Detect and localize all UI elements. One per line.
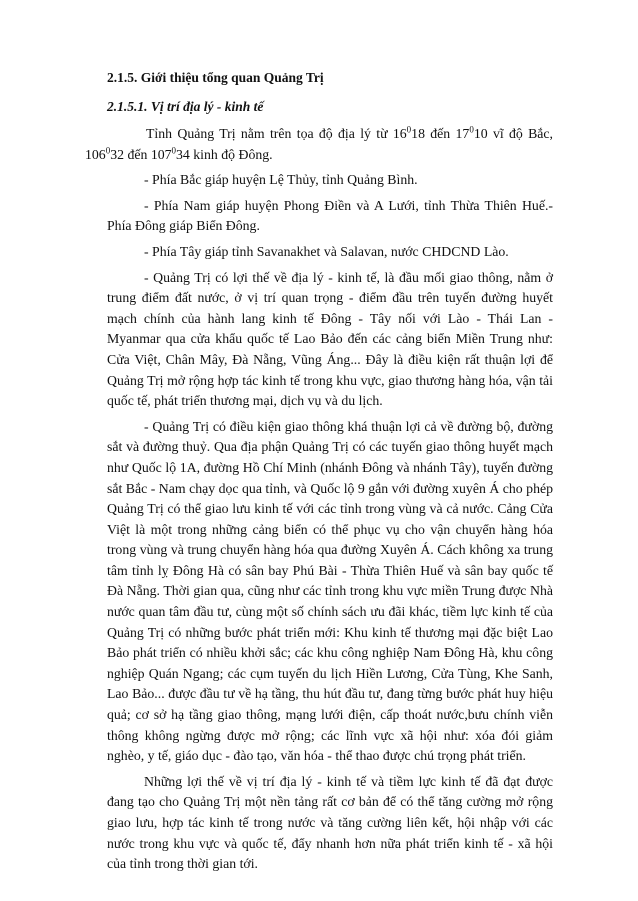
degree-sup: 0 [469,124,474,135]
degree-sup: 0 [171,145,177,155]
border-west: - Phía Tây giáp tỉnh Savanakhet và Salavan, nước CHDCND Lào. [144,243,509,259]
border-north: - Phía Bắc giáp huyện Lệ Thủy, tỉnh Quảng Bình. [144,172,418,188]
advantage-paragraph: - Quảng Trị có lợi thế về địa lý - kinh tế, là đầu mối giao thông, nằm ở trung điểm đất nước, ở vị trí quan trọng - điểm đầu trên tuyến đường huyết mạch chính của hành lang kinh tế Đông - Tây nối với Lào - Thái Lan - Myanmar qua cửa khẩu quốc tế Lao Bảo đến các cảng biển Miền Trung như: Cửa Việt, Chân Mây, Đà Nẵng, Vũng Áng... Đây là điều kiện rất thuận lợi để Quảng Trị mở rộng hợp tác kinh tế trong khu vực, giao thương hàng hóa, vận tải quốc tế, phát triển thương mại, dịch vụ và du lịch. [107,269,553,409]
coord-text: Tỉnh Quảng Trị nằm trên tọa độ địa lý từ 16 [146,126,407,141]
conclusion-paragraph: Những lợi thế về vị trí địa lý - kinh tế và tiềm lực kinh tế đã đạt được đang tạo cho Quảng Trị một nền tảng rất cơ bản để có thể tăng cường mở rộng giao lưu, hợp tác kinh tế trong nước và tăng cường liên kết, hội nhập với các nước trong khu vực và quốc tế, đẩy nhanh hơn nữa phát triển kinh tế - xã hội của tỉnh trong thời gian tới. [107,773,553,872]
transport-paragraph: - Quảng Trị có điều kiện giao thông khá thuận lợi cả về đường bộ, đường sắt và đường thuỷ. Qua địa phận Quảng Trị có các tuyến giao thông huyết mạch như Quốc lộ 1A, đường Hồ Chí Minh (nhánh Đông và nhánh Tây), tuyến đường sắt Bắc - Nam chạy dọc qua tỉnh, và Quốc lộ 9 gắn với đường xuyên Á cho phép Quảng Trị có thể giao lưu kinh tế với các tỉnh trong vùng và cả nước. Cảng Cửa Việt là một trong những cảng biển có thể phục vụ cho vận chuyển hàng hóa trong vùng và trung chuyển hàng hóa qua đường Xuyên Á. Cách không xa trung tâm tỉnh lỵ Đông Hà có sân bay Phú Bài - Thừa Thiên Huế và sân bay quốc tế Đà Nẵng. Thời gian qua, cũng như các tỉnh trong khu vực miền Trung được Nhà nước quan tâm đầu tư, cùng một số chính sách ưu đãi khác, tiềm lực kinh tế của Quảng Trị có những bước phát triển mới: Khu kinh tế thương mại đặc biệt Lao Bảo phát triển có nhiều khởi sắc; các khu công nghiệp Nam Đông Hà, khu công nghiệp Quán Ngang; các cụm tuyến du lịch Hiền Lương, Cửa Tùng, Khe Sanh, Lao Bảo... được đầu tư về hạ tầng, thu hút đầu tư, đang từng bước phát huy hiệu quả; cơ sở hạ tầng giao thông, mạng lưới điện, cấp thoát nước,bưu chính viễn thông không ngừng được mở rộng; các lĩnh vực xã hội như: xóa đói giảm nghèo, y tế, giáo dục - đào tạo, văn hóa - thể thao được chú trọng phát triển. [107,418,553,764]
border-south-east: - Phía Nam giáp huyện Phong Điền và A Lưới, tỉnh Thừa Thiên Huế.- Phía Đông giáp Biển Đông. [107,197,553,234]
coord-text: 34 kinh độ Đông. [176,146,273,162]
subsection-heading: 2.1.5.1. Vị trí địa lý - kinh tế [107,99,264,114]
coord-text: 10 vĩ độ Bắc, 106 [85,126,553,162]
coordinates-paragraph [85,124,553,165]
degree-sup: 0 [105,145,111,155]
degree-sup: 0 [406,124,412,135]
section-heading: 2.1.5. Giới thiệu tổng quan Quảng Trị [107,70,324,85]
document-body [85,124,553,880]
coord-text: 32 đến 107 [110,146,172,162]
coord-text: 18 đến 17 [411,126,470,141]
